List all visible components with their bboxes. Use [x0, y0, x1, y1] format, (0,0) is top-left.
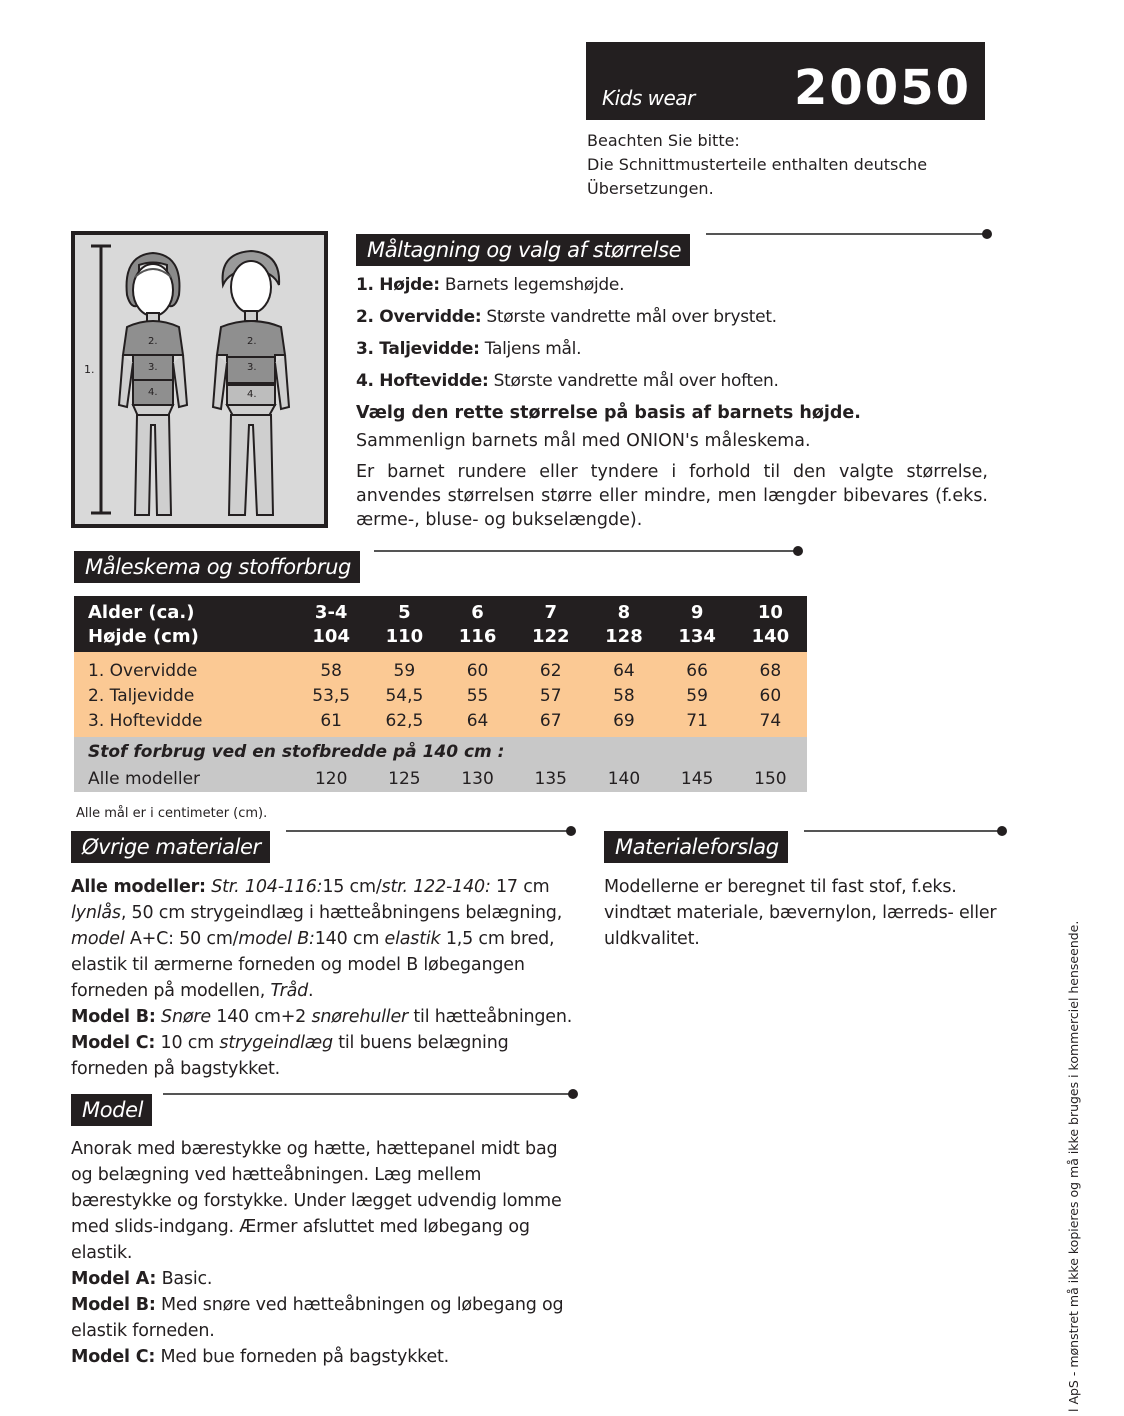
value-cell: 62 [514, 652, 587, 683]
height-cell: 110 [368, 624, 441, 652]
text-run: 140 cm [314, 929, 385, 949]
label-hip: 4. [247, 389, 257, 400]
translation-note [587, 129, 987, 201]
note-line: Die Schnittmusterteile enthalten deutsche [587, 155, 928, 174]
section-heading-materials [71, 827, 576, 863]
rule-end-dot-icon [568, 1089, 578, 1099]
model-variant [71, 1344, 581, 1370]
children-figures-drawing [75, 235, 324, 524]
height-cell: 116 [441, 624, 514, 652]
fabric-usage-row [74, 765, 807, 792]
label-hip: 4. [148, 387, 158, 398]
fabric-cell: 145 [661, 765, 734, 792]
value-cell: 57 [514, 683, 587, 708]
text-run: til buens belægning forneden på bagstykket. [71, 1033, 509, 1079]
emphasized-text: Snøre [155, 1007, 211, 1027]
material-suggestion-text: Modellerne er beregnet til fast stof, f.eks. vindtæt materiale, bævernylon, lærreds- eller uldkvalitet. [604, 877, 997, 949]
fabric-cell: 150 [734, 765, 807, 792]
height-cell: 140 [734, 624, 807, 652]
value-cell: 59 [368, 652, 441, 683]
measure-desc: Barnets legemshøjde. [439, 275, 625, 295]
measure-item [356, 336, 988, 368]
label-chest: 2. [247, 336, 257, 347]
value-cell: 71 [661, 708, 734, 737]
variant-text: Med snøre ved hætteåbningen og løbegang og elastik forneden. [71, 1295, 564, 1341]
height-row [74, 624, 807, 652]
fabric-cell: 130 [441, 765, 514, 792]
height-cell: 128 [587, 624, 660, 652]
value-cell: 58 [295, 652, 368, 683]
measure-item [356, 368, 988, 400]
fabric-cell: 120 [295, 765, 368, 792]
model-variant [71, 1266, 581, 1292]
heading-rule [374, 550, 795, 552]
emphasized-text: lynlås [71, 903, 121, 923]
value-cell: 74 [734, 708, 807, 737]
compare-instruction: Sammenlign barnets mål med ONION's måleskema. [356, 431, 811, 451]
row-label: Alder (ca.) [74, 596, 295, 624]
emphasized-text: Tråd [270, 981, 309, 1001]
value-cell: 59 [661, 683, 734, 708]
model-description [71, 1136, 581, 1370]
measure-desc: Taljens mål. [479, 339, 582, 359]
age-cell: 3-4 [295, 596, 368, 624]
model-description-paragraph: Anorak med bærestykke og hætte, hættepanel midt bag og belægning ved hætteåbningen. Læg mellem bærestykke og forstykke. Under lægget udvendig lomme med slids-indgang. Ærmer afsluttet med løbegang og elastik. [71, 1139, 562, 1263]
size-chart-table [74, 596, 807, 792]
value-cell: 54,5 [368, 683, 441, 708]
value-cell: 61 [295, 708, 368, 737]
label-waist: 3. [247, 362, 257, 373]
all-models-paragraph [71, 874, 581, 1004]
text-run: A+C: 50 cm/ [124, 929, 239, 949]
emphasized-text: elastik [384, 929, 441, 949]
emphasized-text: Str. 104-116: [205, 877, 323, 897]
age-cell: 10 [734, 596, 807, 624]
text-run: 140 cm+2 [210, 1007, 312, 1027]
variant-label: Model B: [71, 1295, 156, 1315]
variant-text: Basic. [156, 1269, 213, 1289]
all-models-label: Alle modeller: [71, 877, 206, 897]
value-cell: 62,5 [368, 708, 441, 737]
text-run: 15 cm/ [322, 877, 382, 897]
rule-end-dot-icon [997, 826, 1007, 836]
fabric-usage-title: Stof forbrug ved en stofbredde på 140 cm : [74, 737, 807, 765]
text-run: 17 cm [490, 877, 550, 897]
emphasized-text: snørehuller [311, 1007, 409, 1027]
value-cell: 66 [661, 652, 734, 683]
emphasized-text: strygeindlæg [219, 1033, 333, 1053]
model-variant [71, 1292, 581, 1344]
value-cell: 60 [441, 652, 514, 683]
value-cell: 53,5 [295, 683, 368, 708]
age-cell: 6 [441, 596, 514, 624]
row-label: Alle modeller [74, 765, 295, 792]
value-cell: 58 [587, 683, 660, 708]
text-run: 10 cm [155, 1033, 220, 1053]
measure-desc: Største vandrette mål over hoften. [488, 371, 779, 391]
model-b-paragraph [71, 1004, 581, 1030]
section-title: Materialeforslag [604, 831, 788, 863]
model-c-paragraph [71, 1030, 581, 1082]
height-cell: 122 [514, 624, 587, 652]
height-cell: 104 [295, 624, 368, 652]
label-height: 1. [84, 363, 95, 376]
copyright-notice: l ApS - mønstret må ikke kopieres og må ikke bruges i kommerciel henseende. [1066, 920, 1081, 1412]
age-cell: 7 [514, 596, 587, 624]
emphasized-text: model B: [238, 929, 315, 949]
text-run: 1,5 cm bred, elastik til ærmerne forneden og model B løbegangen forneden på modellen, [71, 929, 555, 1001]
heading-rule [804, 830, 999, 832]
emphasized-text: model [71, 929, 125, 949]
rule-end-dot-icon [793, 546, 803, 556]
age-row [74, 596, 807, 624]
fabric-cell: 125 [368, 765, 441, 792]
label-chest: 2. [148, 336, 158, 347]
model-b-details [156, 1007, 572, 1027]
section-title: Måleskema og stofforbrug [74, 551, 360, 583]
model-b-label: Model B: [71, 1007, 156, 1027]
model-c-label: Model C: [71, 1033, 156, 1053]
heading-rule [163, 1093, 570, 1095]
value-cell: 55 [441, 683, 514, 708]
measure-term: 3. Taljevidde: [356, 339, 480, 359]
measuring-instructions [356, 272, 988, 532]
value-cell: 69 [587, 708, 660, 737]
row-label: Højde (cm) [74, 624, 295, 652]
size-adjustment-paragraph: Er barnet rundere eller tyndere i forhold til den valgte størrelse, anvendes størrelsen større eller mindre, men længder bibevares (f.eks. ærme-, bluse- og bukselængde). [356, 462, 988, 530]
value-cell: 64 [441, 708, 514, 737]
note-line: Beachten Sie bitte: [587, 131, 740, 150]
value-cell: 60 [734, 683, 807, 708]
measure-item [356, 304, 988, 336]
section-title: Øvrige materialer [71, 831, 270, 863]
age-cell: 9 [661, 596, 734, 624]
age-cell: 5 [368, 596, 441, 624]
label-waist: 3. [148, 362, 158, 373]
section-heading-material-suggestion [604, 827, 1007, 863]
text-run: , 50 cm strygeindlæg i hætteåbningens belægning, [120, 903, 563, 923]
measure-term: 1. Højde: [356, 275, 440, 295]
row-label: 3. Hoftevidde [74, 708, 295, 737]
note-line: Übersetzungen. [587, 179, 714, 198]
pattern-number: 20050 [794, 60, 971, 116]
emphasized-text: str. 122-140: [381, 877, 491, 897]
section-heading-measuring [356, 230, 992, 266]
value-cell: 68 [734, 652, 807, 683]
rule-end-dot-icon [566, 826, 576, 836]
measurement-row-waist [74, 683, 807, 708]
measure-term: 2. Overvidde: [356, 307, 482, 327]
measurement-row-hip [74, 708, 807, 737]
heading-rule [706, 233, 984, 235]
boy-figure-icon [213, 251, 289, 515]
value-cell: 64 [587, 652, 660, 683]
text-run: til hætteåbningen. [408, 1007, 573, 1027]
row-label: 1. Overvidde [74, 652, 295, 683]
section-title: Model [71, 1094, 152, 1126]
measurement-illustration [71, 231, 328, 528]
section-title: Måltagning og valg af størrelse [356, 234, 690, 266]
pattern-header [586, 42, 985, 120]
variant-text: Med bue forneden på bagstykket. [155, 1347, 450, 1367]
girl-figure-icon [119, 253, 187, 515]
measure-desc: Største vandrette mål over brystet. [481, 307, 777, 327]
height-bar-icon [91, 246, 111, 513]
variant-label: Model C: [71, 1347, 156, 1367]
age-cell: 8 [587, 596, 660, 624]
section-heading-size-chart [74, 547, 803, 583]
row-label: 2. Taljevidde [74, 683, 295, 708]
materials-text [71, 874, 581, 1082]
section-heading-model [71, 1090, 578, 1126]
choose-size-instruction: Vælg den rette størrelse på basis af barnets højde. [356, 403, 861, 423]
text-run: . [308, 981, 314, 1001]
fabric-usage-title-row [74, 737, 807, 765]
rule-end-dot-icon [982, 229, 992, 239]
measure-item [356, 272, 988, 304]
measurement-row-chest [74, 652, 807, 683]
height-cell: 134 [661, 624, 734, 652]
fabric-cell: 135 [514, 765, 587, 792]
heading-rule [286, 830, 568, 832]
measure-term: 4. Hoftevidde: [356, 371, 489, 391]
units-note: Alle mål er i centimeter (cm). [76, 806, 268, 821]
variant-label: Model A: [71, 1269, 157, 1289]
pattern-category: Kids wear [602, 86, 695, 110]
fabric-cell: 140 [587, 765, 660, 792]
value-cell: 67 [514, 708, 587, 737]
